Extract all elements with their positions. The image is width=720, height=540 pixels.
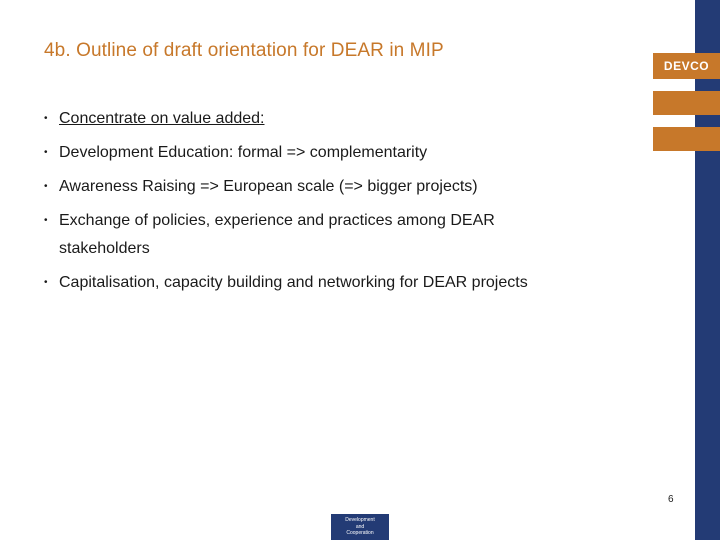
side-band: [695, 0, 720, 540]
bullet-text: Capitalisation, capacity building and networking for DEAR projects: [59, 274, 528, 291]
bullet-dot-icon: •: [44, 113, 48, 124]
bullet-text: Development Education: formal => complementarity: [59, 144, 428, 161]
logo-line-1: Development: [345, 517, 375, 524]
accent-block-1: [653, 91, 720, 115]
bullet-item: [44, 269, 644, 297]
bullet-text: Concentrate on value added:: [59, 110, 265, 127]
bullet-dot-icon: •: [44, 215, 48, 226]
bullet-dot-icon: •: [44, 147, 48, 158]
development-cooperation-logo: [331, 514, 389, 540]
logo-line-2: and: [355, 523, 365, 530]
page-number: 6: [668, 494, 674, 505]
devco-brand-label: DEVCO: [653, 53, 720, 79]
logo-line-3: Cooperation: [346, 530, 374, 537]
bullet-text: Awareness Raising => European scale (=> bigger projects): [59, 178, 478, 195]
bullet-item: [44, 207, 559, 263]
bullet-dot-icon: •: [44, 277, 48, 288]
bullet-text: Exchange of policies, experience and practices among DEAR stakeholders: [59, 212, 495, 257]
accent-block-2: [653, 127, 720, 151]
bullet-item: [44, 173, 644, 201]
slide-title: 4b. Outline of draft orientation for DEAR in MIP: [44, 40, 444, 61]
bullet-list: [44, 105, 644, 303]
bullet-item: [44, 105, 644, 133]
bullet-dot-icon: •: [44, 181, 48, 192]
bullet-item: [44, 139, 644, 167]
